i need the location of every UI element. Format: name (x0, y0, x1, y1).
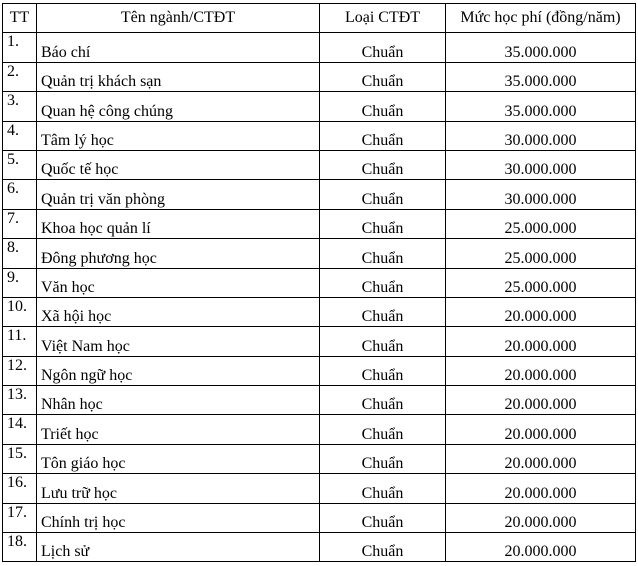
tuition-fee: 30.000.000 (446, 180, 636, 209)
tuition-fee: 20.000.000 (446, 356, 636, 385)
table-row (3, 415, 636, 444)
program-type: Chuẩn (320, 327, 446, 356)
row-number: 18. (3, 533, 37, 562)
program-type: Chuẩn (320, 92, 446, 121)
header-program-type: Loại CTĐT (320, 4, 446, 33)
row-number: 15. (3, 444, 37, 473)
row-number: 6. (3, 180, 37, 209)
tuition-fee: 25.000.000 (446, 268, 636, 297)
table-body (3, 33, 636, 562)
program-type: Chuẩn (320, 209, 446, 238)
program-name: Nhân học (37, 386, 320, 415)
program-type: Chuẩn (320, 386, 446, 415)
program-type: Chuẩn (320, 62, 446, 91)
row-number: 12. (3, 356, 37, 385)
program-name: Lưu trữ học (37, 474, 320, 503)
program-type: Chuẩn (320, 150, 446, 179)
program-name: Triết học (37, 415, 320, 444)
table-row (3, 297, 636, 326)
tuition-fee-table (2, 3, 636, 562)
table-row (3, 356, 636, 385)
program-name: Ngôn ngữ học (37, 356, 320, 385)
row-number: 7. (3, 209, 37, 238)
program-name: Đông phương học (37, 239, 320, 268)
program-name: Quốc tế học (37, 150, 320, 179)
row-number: 17. (3, 503, 37, 532)
tuition-fee: 35.000.000 (446, 92, 636, 121)
program-type: Chuẩn (320, 474, 446, 503)
header-tt: TT (3, 4, 37, 33)
table-header-row (3, 4, 636, 33)
table-row (3, 92, 636, 121)
program-name: Chính trị học (37, 503, 320, 532)
table-row (3, 209, 636, 238)
program-type: Chuẩn (320, 33, 446, 62)
tuition-fee: 20.000.000 (446, 297, 636, 326)
table-row (3, 33, 636, 62)
program-name: Lịch sử (37, 533, 320, 562)
row-number: 16. (3, 474, 37, 503)
program-name: Quan hệ công chúng (37, 92, 320, 121)
tuition-fee: 20.000.000 (446, 444, 636, 473)
tuition-fee: 20.000.000 (446, 474, 636, 503)
row-number: 3. (3, 92, 37, 121)
program-name: Quản trị văn phòng (37, 180, 320, 209)
program-name: Quản trị khách sạn (37, 62, 320, 91)
tuition-fee: 20.000.000 (446, 415, 636, 444)
table-row (3, 150, 636, 179)
program-type: Chuẩn (320, 239, 446, 268)
table-row (3, 503, 636, 532)
table-row (3, 180, 636, 209)
program-name: Tôn giáo học (37, 444, 320, 473)
tuition-fee: 35.000.000 (446, 62, 636, 91)
table-row (3, 327, 636, 356)
program-type: Chuẩn (320, 444, 446, 473)
program-name: Xã hội học (37, 297, 320, 326)
table-row (3, 474, 636, 503)
row-number: 11. (3, 327, 37, 356)
table-row (3, 386, 636, 415)
tuition-fee: 20.000.000 (446, 327, 636, 356)
row-number: 10. (3, 297, 37, 326)
row-number: 8. (3, 239, 37, 268)
table-row (3, 239, 636, 268)
program-name: Báo chí (37, 33, 320, 62)
row-number: 9. (3, 268, 37, 297)
tuition-fee: 35.000.000 (446, 33, 636, 62)
program-name: Văn học (37, 268, 320, 297)
row-number: 5. (3, 150, 37, 179)
table-row (3, 121, 636, 150)
program-type: Chuẩn (320, 533, 446, 562)
program-name: Tâm lý học (37, 121, 320, 150)
program-type: Chuẩn (320, 297, 446, 326)
table-row (3, 62, 636, 91)
program-type: Chuẩn (320, 356, 446, 385)
table-row (3, 533, 636, 562)
program-name: Việt Nam học (37, 327, 320, 356)
program-type: Chuẩn (320, 503, 446, 532)
tuition-fee: 20.000.000 (446, 533, 636, 562)
program-type: Chuẩn (320, 180, 446, 209)
tuition-fee: 20.000.000 (446, 503, 636, 532)
table-row (3, 268, 636, 297)
row-number: 13. (3, 386, 37, 415)
row-number: 4. (3, 121, 37, 150)
table-row (3, 444, 636, 473)
header-program-name: Tên ngành/CTĐT (37, 4, 320, 33)
program-type: Chuẩn (320, 415, 446, 444)
tuition-fee: 25.000.000 (446, 209, 636, 238)
row-number: 2. (3, 62, 37, 91)
program-type: Chuẩn (320, 268, 446, 297)
tuition-fee: 30.000.000 (446, 150, 636, 179)
row-number: 1. (3, 33, 37, 62)
tuition-fee: 30.000.000 (446, 121, 636, 150)
tuition-fee: 25.000.000 (446, 239, 636, 268)
header-tuition-fee: Mức học phí (đồng/năm) (446, 4, 636, 33)
program-type: Chuẩn (320, 121, 446, 150)
program-name: Khoa học quản lí (37, 209, 320, 238)
row-number: 14. (3, 415, 37, 444)
tuition-fee: 20.000.000 (446, 386, 636, 415)
